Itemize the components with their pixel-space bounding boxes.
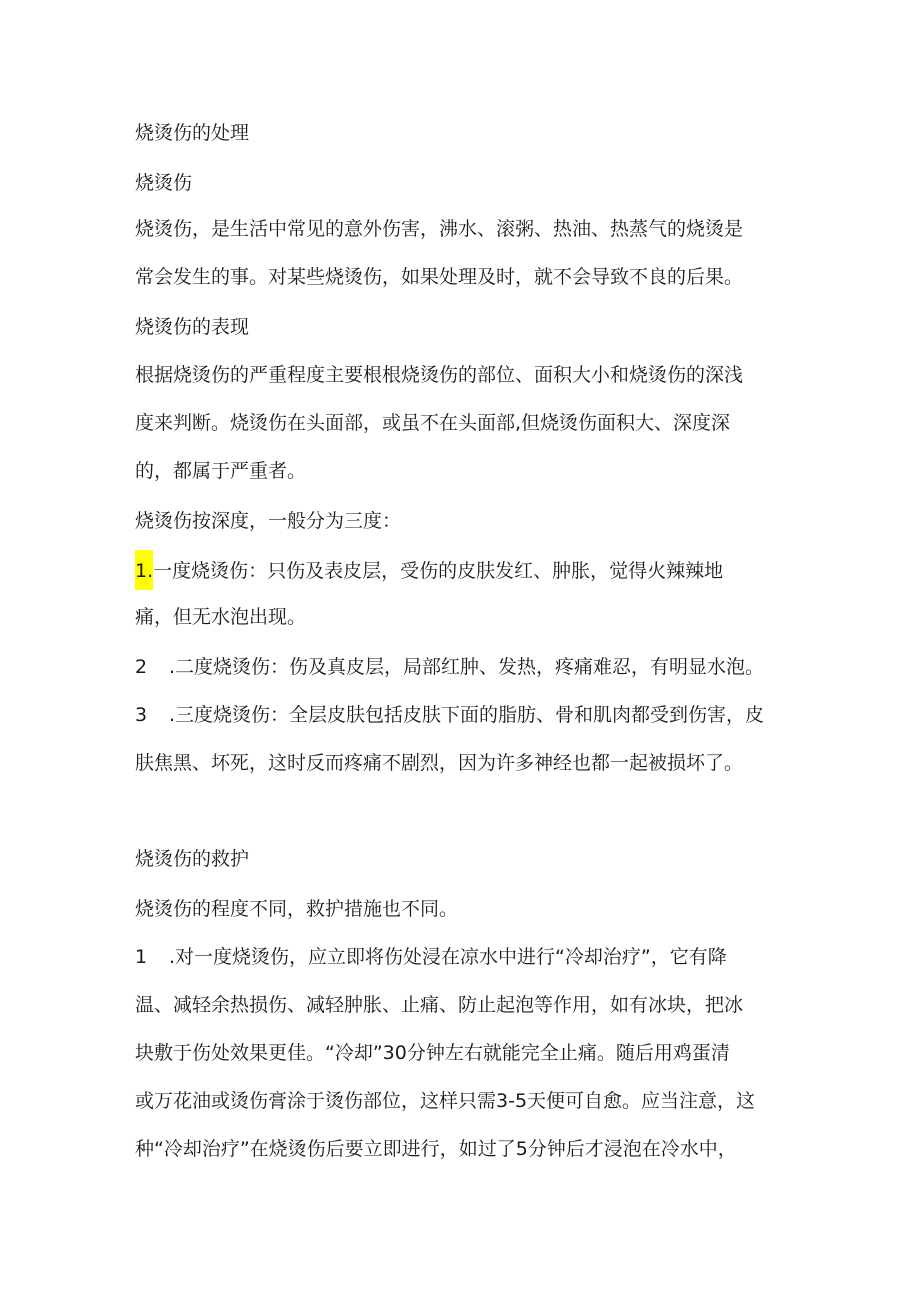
degree-3-text: .三度烧烫伤：全层皮肤包括皮肤下面的脂肪、骨和肌肉都受到伤害，皮 <box>169 704 765 726</box>
rescue-1-line-4: 或万花油或烫伤膏涂于烫伤部位，这样只需3-5天便可自愈。应当注意，这 <box>135 1090 756 1112</box>
list-item-rescue-1 <box>135 944 727 970</box>
list-item-degree-1 <box>135 558 723 584</box>
section-heading-rescue: 烧烫伤的救护 <box>135 848 250 870</box>
degree-1-text: 一度烧烫伤：只伤及表皮层，受伤的皮肤发红、肿胀，觉得火辣辣地 <box>153 560 724 582</box>
rescue-1-line-5: 种“冷却治疗”在烧烫伤后要立即进行，如过了5分钟后才浸泡在冷水中， <box>135 1138 737 1160</box>
symptoms-paragraph-line-2: 度来判断。烧烫伤在头面部，或虽不在头面部,但烧烫伤面积大、深度深 <box>135 412 731 434</box>
list-number: 2 <box>135 656 148 678</box>
degree-3-line-2: 肤焦黑、坏死，这时反而疼痛不剧烈，因为许多神经也都一起被损坏了。 <box>135 752 744 774</box>
list-number: 3 <box>135 704 148 726</box>
rescue-1-line-3: 块敷于伤处效果更佳。“冷却”30分钟左右就能完全止痛。随后用鸡蛋清 <box>135 1042 730 1064</box>
rescue-1-line-2: 温、减轻余热损伤、减轻肿胀、止痛、防止起泡等作用，如有冰块，把冰 <box>135 994 744 1016</box>
document-title: 烧烫伤的处理 <box>135 122 250 144</box>
highlighted-number: 1. <box>135 550 153 590</box>
symptoms-paragraph-line-3: 的，都属于严重者。 <box>135 460 307 482</box>
section-heading-burns: 烧烫伤 <box>135 172 193 194</box>
rescue-intro: 烧烫伤的程度不同，救护措施也不同。 <box>135 898 459 920</box>
intro-paragraph-line-1: 烧烫伤，是生活中常见的意外伤害，沸水、滚粥、热油、热蒸气的烧烫是 <box>135 218 744 240</box>
degree-2-text: .二度烧烫伤：伤及真皮层，局部红肿、发热，疼痛难忍，有明显水泡。 <box>169 656 765 678</box>
list-item-degree-2 <box>135 654 764 680</box>
list-number: 1 <box>135 946 148 968</box>
section-heading-symptoms: 烧烫伤的表现 <box>135 316 250 338</box>
degree-1-line-2: 痛，但无水泡出现。 <box>135 606 307 628</box>
list-item-degree-3 <box>135 702 764 728</box>
rescue-1-text: .对一度烧烫伤，应立即将伤处浸在凉水中进行“冷却治疗”，它有降 <box>169 946 727 968</box>
depth-intro: 烧烫伤按深度，一般分为三度： <box>135 510 402 532</box>
symptoms-paragraph-line-1: 根据烧烫伤的严重程度主要根根烧烫伤的部位、面积大小和烧烫伤的深浅 <box>135 364 744 386</box>
intro-paragraph-line-2: 常会发生的事。对某些烧烫伤，如果处理及时，就不会导致不良的后果。 <box>135 266 744 288</box>
